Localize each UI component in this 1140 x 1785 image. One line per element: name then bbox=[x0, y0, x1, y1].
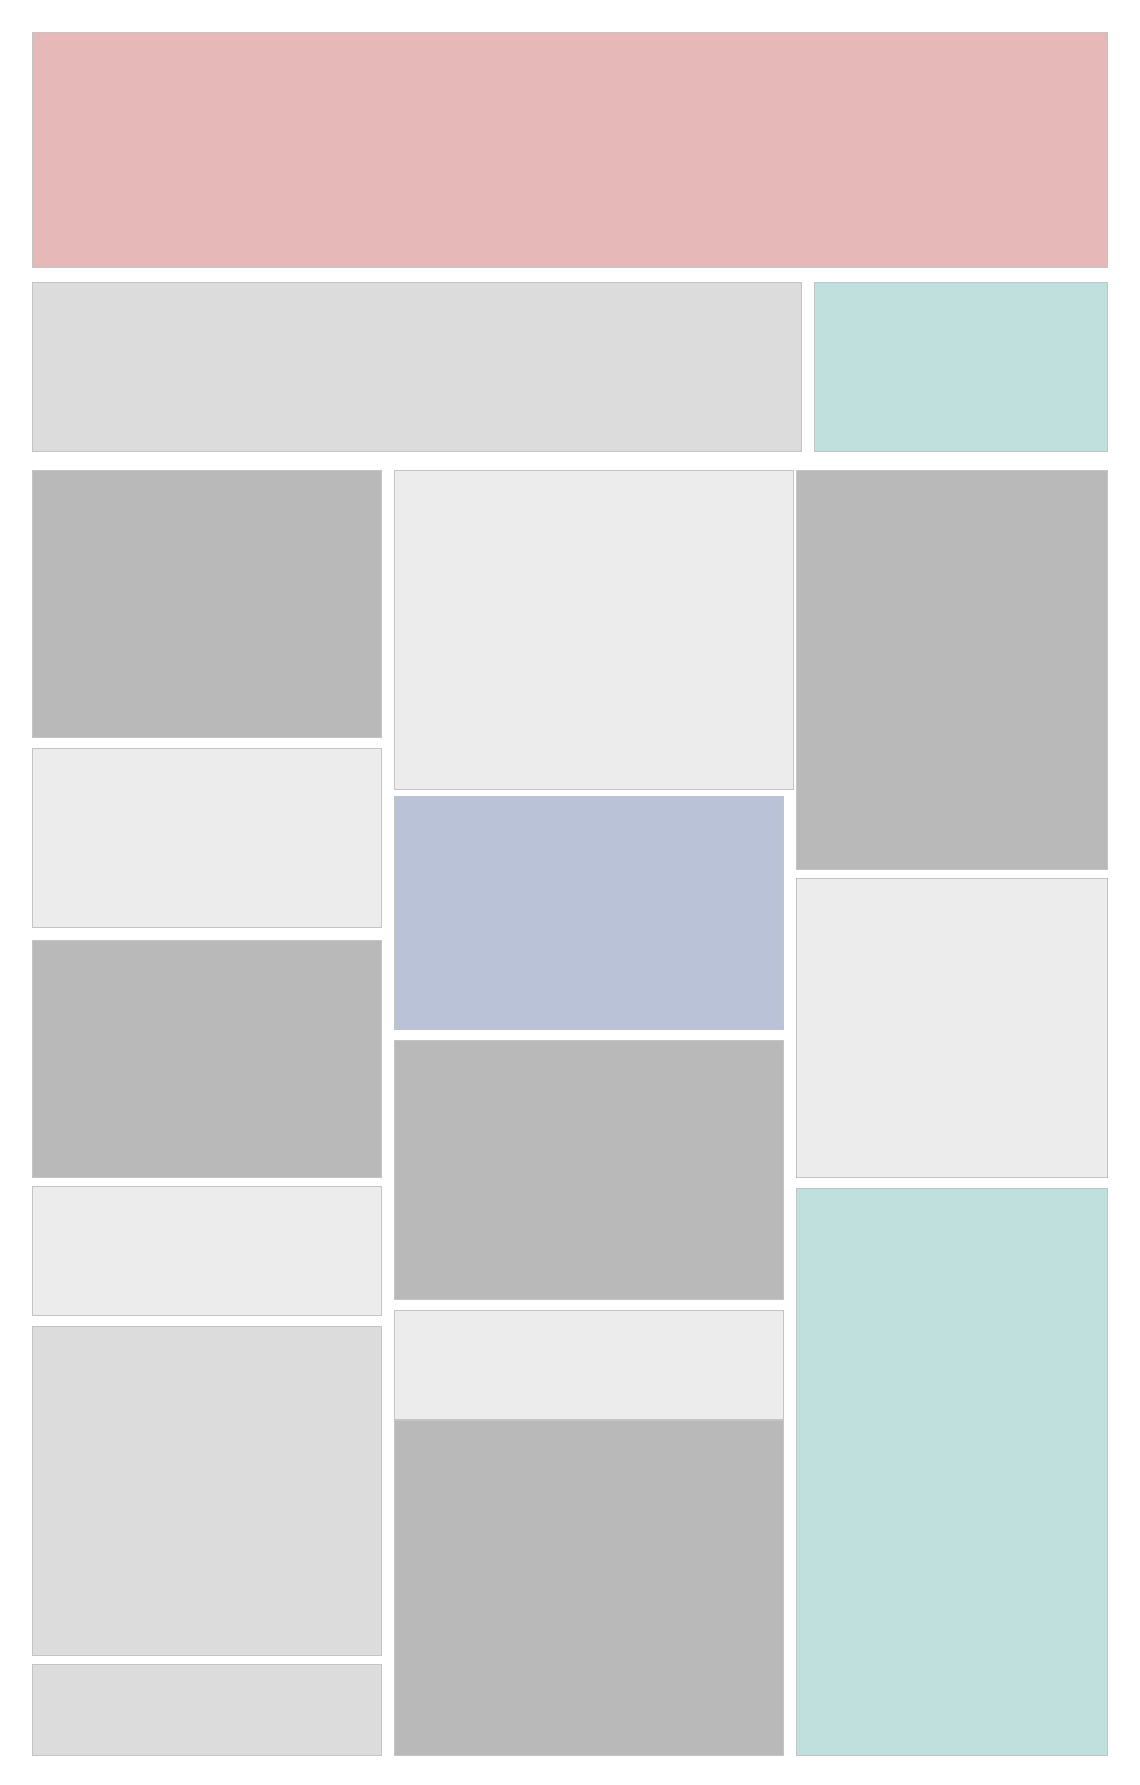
qr-code-box bbox=[814, 282, 1108, 452]
right-column-text-block bbox=[796, 878, 1108, 1178]
right-column-photo-top bbox=[796, 470, 1108, 870]
top-banner bbox=[32, 32, 1108, 268]
center-photo bbox=[394, 1040, 784, 1300]
left-column-bottom-stories bbox=[32, 1326, 382, 1656]
center-summary-box bbox=[394, 796, 784, 1030]
center-headline-block bbox=[394, 470, 794, 790]
center-lower-headline bbox=[394, 1310, 784, 1420]
left-column-footer-story bbox=[32, 1664, 382, 1756]
center-lower-photo bbox=[394, 1420, 784, 1756]
left-column-headline-block bbox=[32, 748, 382, 928]
left-column-photo-top bbox=[32, 470, 382, 738]
masthead-logo-area bbox=[32, 282, 802, 452]
left-column-photo-middle bbox=[32, 940, 382, 1178]
left-column-text-block bbox=[32, 1186, 382, 1316]
right-column-bottom-story bbox=[796, 1188, 1108, 1756]
